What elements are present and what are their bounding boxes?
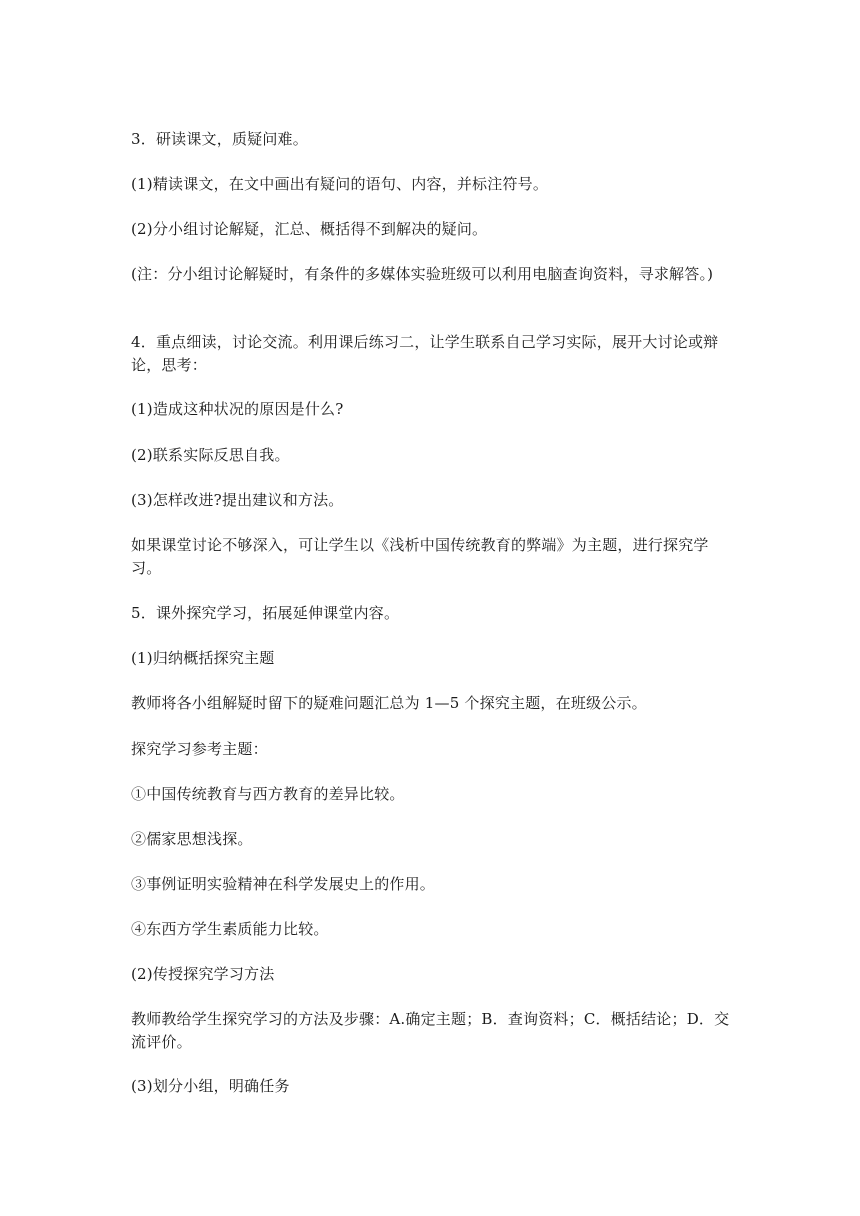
topic-1: ①中国传统教育与西方教育的差异比较。 [131,785,405,803]
step-4-item-1: (1)造成这种状况的原因是什么? [131,400,344,418]
step-3-heading: 3．研读课文，质疑问难。 [131,130,308,148]
step-5-item-3: (3)划分小组，明确任务 [131,1077,290,1095]
step-5-heading: 5．课外探究学习，拓展延伸课堂内容。 [131,604,400,622]
step-4-extension: 如果课堂讨论不够深入，可让学生以《浅析中国传统教育的弊端》为主题，进行探究学习。 [131,536,709,577]
step-5-item-1: (1)归纳概括探究主题 [131,649,275,667]
topics-heading: 探究学习参考主题： [131,740,268,758]
topic-4: ④东西方学生素质能力比较。 [131,920,329,938]
step-4-item-2: (2)联系实际反思自我。 [131,446,290,464]
topic-2: ②儒家思想浅探。 [131,830,253,848]
step-5-item-1-text: 教师将各小组解疑时留下的疑难问题汇总为 1—5 个探究主题，在班级公示。 [131,694,647,712]
step-5-item-2: (2)传授探究学习方法 [131,965,275,983]
step-5-item-2-text: 教师教给学生探究学习的方法及步骤：A.确定主题；B．查询资料；C．概括结论；D．交流评价。 [131,1010,730,1051]
topic-3: ③事例证明实验精神在科学发展史上的作用。 [131,875,436,893]
step-3-note: (注：分小组讨论解疑时，有条件的多媒体实验班级可以利用电脑查询资料，寻求解答。) [131,265,714,283]
step-4-item-3: (3)怎样改进?提出建议和方法。 [131,491,344,509]
step-3-item-2: (2)分小组讨论解疑，汇总、概括得不到解决的疑问。 [131,220,488,238]
step-3-item-1: (1)精读课文，在文中画出有疑问的语句、内容，并标注符号。 [131,175,549,193]
step-4-heading: 4．重点细读，讨论交流。利用课后练习二，让学生联系自己学习实际，展开大讨论或辩论，思考： [131,333,719,374]
